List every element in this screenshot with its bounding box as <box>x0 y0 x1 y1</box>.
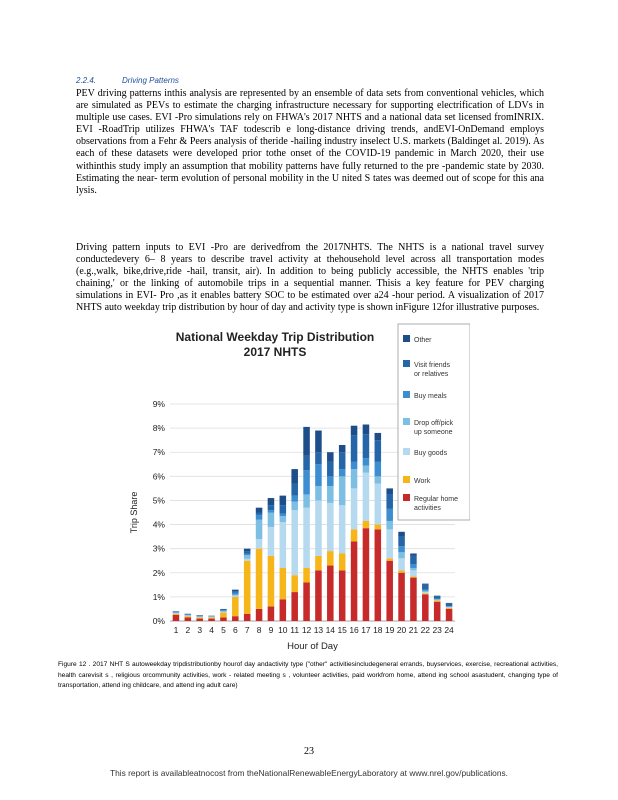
bar-segment <box>375 484 382 525</box>
bar-segment <box>446 608 453 609</box>
chart-title: National Weekday Trip Distribution <box>175 330 375 344</box>
bar-segment <box>422 594 429 621</box>
bar-segment <box>173 615 180 621</box>
x-tick-label: 13 <box>313 625 324 635</box>
bar-segment <box>398 537 405 547</box>
y-axis-label: Trip Share <box>129 491 139 534</box>
bar-segment <box>339 469 346 476</box>
bar-segment <box>232 616 239 621</box>
bar-segment <box>173 611 180 612</box>
bar-segment <box>339 505 346 553</box>
legend-label: Buy goods <box>414 450 448 457</box>
bar-segment <box>303 508 310 568</box>
figure-caption: Figure 12 . 2017 NHT S autoweekday tripdistributionby hourof day andactivity type ("other" activitiesincludegeneral errands, buyservices, exercise, recreational activities, health carevisit s , religious orcommunity activities, work - related meeting s , volunteer activities, paid workfrom home, attend ing school asastudent, changing type of transportation, attend ing childcare, and attend ing adult care) <box>58 661 558 689</box>
bar-segment <box>398 573 405 621</box>
bar-segment <box>422 590 429 591</box>
y-tick-label: 3% <box>152 543 165 554</box>
bar-segment <box>268 556 275 607</box>
bar-segment <box>256 508 263 513</box>
bar-segment <box>375 476 382 483</box>
bar-segment <box>232 593 239 595</box>
bar-segment <box>410 576 417 577</box>
bar-segment <box>232 594 239 595</box>
legend-swatch <box>403 418 410 425</box>
bar-segment <box>386 488 393 494</box>
section-title: Driving Patterns <box>122 76 179 85</box>
bar-segment <box>363 521 370 528</box>
bar-segment <box>280 568 287 599</box>
legend-swatch <box>403 360 410 367</box>
bar-segment <box>386 509 393 521</box>
legend-swatch <box>403 476 410 483</box>
bar-segment <box>291 496 298 502</box>
bar-segment <box>410 568 417 570</box>
y-tick-label: 6% <box>152 471 165 482</box>
legend-swatch <box>403 448 410 455</box>
bar-segment <box>327 503 334 551</box>
bar-segment <box>220 610 227 611</box>
bar-segment <box>351 435 358 462</box>
bar-segment <box>303 582 310 621</box>
bar-segment <box>446 604 453 606</box>
x-tick-label: 7 <box>244 625 250 635</box>
x-tick-label: 21 <box>408 625 419 635</box>
bar-segment <box>398 546 405 552</box>
bar-segment <box>244 555 251 559</box>
bar-segment <box>268 513 275 527</box>
bar-segment <box>327 452 334 462</box>
bar-segment <box>375 525 382 530</box>
bar-segment <box>363 473 370 521</box>
bar-segment <box>220 617 227 621</box>
bar-segment <box>351 469 358 488</box>
bar-segment <box>315 486 322 500</box>
bar-segment <box>244 614 251 621</box>
section-number: 2.2.4. <box>76 76 97 85</box>
bar-segment <box>280 599 287 621</box>
bar-segment <box>351 426 358 436</box>
bar-segment <box>422 593 429 594</box>
bar-segment <box>363 434 370 458</box>
bar-segment <box>339 553 346 570</box>
x-tick-label: 19 <box>384 625 395 635</box>
bar-segment <box>220 611 227 612</box>
bar-segment <box>173 614 180 615</box>
x-tick-label: 20 <box>396 625 407 635</box>
x-tick-label: 2 <box>185 625 191 635</box>
bar-segment <box>434 599 441 600</box>
bar-segment <box>244 561 251 614</box>
bar-segment <box>339 476 346 505</box>
bar-segment <box>375 440 382 462</box>
bar-segment <box>315 570 322 621</box>
bar-segment <box>398 552 405 558</box>
bar-segment <box>268 498 275 505</box>
bar-segment <box>280 522 287 568</box>
bar-segment <box>386 494 393 508</box>
bar-segment <box>446 609 453 621</box>
bar-segment <box>244 553 251 555</box>
bar-segment <box>232 590 239 591</box>
bar-segment <box>256 549 263 609</box>
paragraph-nhts: Driving pattern inputs to EVI -Pro are derivedfrom the 2017NHTS. The NHTS is a national travel survey conductedevery 6– 8 years to describe travel activity at thehousehold level across all transportation modes (e.g.,walk, bike,drive,ride -hail, transit, air). In addition to being publicly accessible, the NHTS enables 'trip chaining,' or the linking of automobile trips in a sequential manner. Thisis a key feature for PEV charging simulations in EVI- Pro ,as it enables battery SOC to be estimated over a24 -hour period. A visualization of 2017 NHTS auto weekday trip distribution by hour of day and activity type is shown inFigure 12for illustrative purposes. <box>76 242 544 314</box>
y-tick-label: 1% <box>152 591 165 602</box>
x-tick-label: 10 <box>278 625 288 635</box>
bar-segment <box>268 527 275 556</box>
bar-segment <box>196 619 203 621</box>
y-tick-label: 7% <box>152 447 165 458</box>
bar-segment <box>315 464 322 486</box>
bar-segment <box>256 515 263 520</box>
legend-swatch <box>403 494 410 501</box>
bar-segment <box>410 564 417 568</box>
x-tick-label: 15 <box>337 625 347 635</box>
y-tick-label: 4% <box>152 519 165 530</box>
section-heading <box>76 76 205 85</box>
paragraph-driving-patterns: PEV driving patterns inthis analysis are represented by an ensemble of data sets from conventional vehicles, which are simulated as PEVs to estimate the charging infrastructure necessary for supporting electrification of LDVs in multiple use cases. EVI -Pro simulations rely on FHWA's 2017 NHTS and a national data set licensed fromINRIX. EVI -RoadTrip utilizes FHWA's TAF todescrib e long-distance driving trends, andEVI-OnDemand employs observations from a Fehr & Peers analysis of theride -hailing industry inselect U.S. markets (Baldinget al. 2019). As each of these datasets were developed prior tothe onset of the COVID-19 pandemic in March 2020, their use withinthis study imply an assumption that mobility patterns have fully returned to the pre -pandemic state by 2030. Estimating the near- term evolution of personal mobility in the U nited S tates was deemed out of scope for this ana lysis. <box>76 88 544 196</box>
x-tick-label: 17 <box>361 625 371 635</box>
bar-segment <box>434 596 441 598</box>
y-tick-label: 5% <box>152 495 165 506</box>
bar-segment <box>268 607 275 621</box>
bar-segment <box>363 458 370 465</box>
bar-segment <box>422 592 429 593</box>
bar-segment <box>280 516 287 522</box>
legend-label: Regular home activities <box>414 496 458 512</box>
bar-segment <box>185 617 192 621</box>
x-tick-label: 24 <box>444 625 454 635</box>
bar-segment <box>220 613 227 618</box>
trip-distribution-chart <box>120 322 470 662</box>
bar-segment <box>363 465 370 472</box>
chart-subtitle: 2017 NHTS <box>243 345 307 359</box>
bar-segment <box>410 556 417 564</box>
bar-segment <box>351 529 358 541</box>
bar-segment <box>280 505 287 513</box>
bar-segment <box>244 559 251 561</box>
bar-segment <box>315 500 322 555</box>
bar-segment <box>351 488 358 529</box>
bar-segment <box>220 612 227 613</box>
bar-segment <box>422 591 429 592</box>
bar-segment <box>375 462 382 476</box>
bar-segment <box>256 513 263 515</box>
bar-segment <box>327 566 334 621</box>
bar-segment <box>256 520 263 539</box>
legend-label: Buy meals <box>414 393 447 400</box>
legend-label: Work <box>414 478 431 485</box>
bar-segment <box>422 584 429 585</box>
legend-swatch <box>403 391 410 398</box>
bar-segment <box>398 570 405 572</box>
bar-segment <box>398 558 405 570</box>
bar-segment <box>410 570 417 576</box>
x-tick-label: 16 <box>349 625 359 635</box>
bar-segment <box>244 549 251 551</box>
x-axis-label: Hour of Day <box>287 641 338 652</box>
bar-segment <box>363 528 370 621</box>
legend-swatch <box>403 335 410 342</box>
bar-segment <box>422 585 429 590</box>
x-tick-label: 9 <box>268 625 274 635</box>
bar-segment <box>315 452 322 464</box>
bar-segment <box>303 494 310 507</box>
x-tick-label: 23 <box>432 625 442 635</box>
x-tick-label: 4 <box>209 625 214 635</box>
bar-segment <box>315 556 322 570</box>
bar-segment <box>303 470 310 494</box>
bar-segment <box>363 424 370 434</box>
bar-segment <box>375 433 382 440</box>
y-tick-label: 0% <box>152 616 165 626</box>
bar-segment <box>291 469 298 483</box>
bar-segment <box>291 575 298 592</box>
bar-segment <box>339 452 346 469</box>
bar-segment <box>208 619 215 621</box>
bar-segment <box>434 601 441 602</box>
bar-segment <box>446 607 453 608</box>
bar-segment <box>232 597 239 616</box>
page-number: 23 <box>304 746 314 757</box>
bar-segment <box>268 510 275 512</box>
bar-segment <box>280 496 287 506</box>
y-tick-label: 8% <box>152 423 165 434</box>
legend-label: Other <box>414 337 432 344</box>
bar-segment <box>339 570 346 621</box>
bar-segment <box>434 596 441 597</box>
x-tick-label: 5 <box>221 625 226 635</box>
bar-segment <box>327 462 334 476</box>
bar-segment <box>351 541 358 621</box>
bar-segment <box>256 609 263 621</box>
bar-segment <box>410 553 417 555</box>
bar-segment <box>291 592 298 621</box>
bar-segment <box>268 505 275 510</box>
bar-segment <box>410 578 417 621</box>
y-tick-label: 9% <box>152 399 165 409</box>
bar-segment <box>208 617 215 618</box>
bar-segment <box>303 456 310 470</box>
x-tick-label: 14 <box>325 625 336 635</box>
legend-label: Visit friends or relatives <box>414 362 451 378</box>
bar-segment <box>386 521 393 529</box>
bar-segment <box>291 510 298 575</box>
bar-segment <box>327 476 334 486</box>
bar-segment <box>291 484 298 496</box>
bar-segment <box>434 602 441 621</box>
bar-segment <box>256 539 263 549</box>
bar-segment <box>244 551 251 553</box>
x-tick-label: 8 <box>256 625 262 635</box>
x-tick-label: 1 <box>173 625 179 635</box>
y-tick-label: 2% <box>152 567 165 578</box>
bar-segment <box>327 486 334 503</box>
bar-segment <box>446 603 453 604</box>
x-tick-label: 6 <box>232 625 238 635</box>
bar-segment <box>303 568 310 582</box>
x-tick-label: 18 <box>373 625 383 635</box>
bar-segment <box>303 427 310 456</box>
bar-segment <box>315 431 322 453</box>
x-tick-label: 12 <box>301 625 312 635</box>
bar-segment <box>375 529 382 621</box>
bar-segment <box>386 529 393 558</box>
bar-segment <box>173 613 180 614</box>
bar-segment <box>386 558 393 560</box>
legend-label: Drop off/pick up someone <box>414 420 454 436</box>
x-tick-label: 11 <box>290 625 300 635</box>
x-tick-label: 3 <box>197 625 203 635</box>
bar-segment <box>351 462 358 469</box>
bar-segment <box>196 617 203 618</box>
bar-segment <box>220 609 227 610</box>
footer-note: This report is availableatnocost from theNationalRenewableEnergyLaboratory at www.nrel.gov/publications. <box>109 768 509 778</box>
bar-segment <box>185 616 192 617</box>
x-tick-label: 22 <box>420 625 431 635</box>
bar-segment <box>339 445 346 452</box>
bar-segment <box>327 551 334 565</box>
bar-segment <box>232 591 239 592</box>
bar-segment <box>280 514 287 516</box>
bar-segment <box>386 561 393 621</box>
bar-segment <box>398 532 405 537</box>
bar-segment <box>232 596 239 597</box>
bar-segment <box>291 502 298 510</box>
